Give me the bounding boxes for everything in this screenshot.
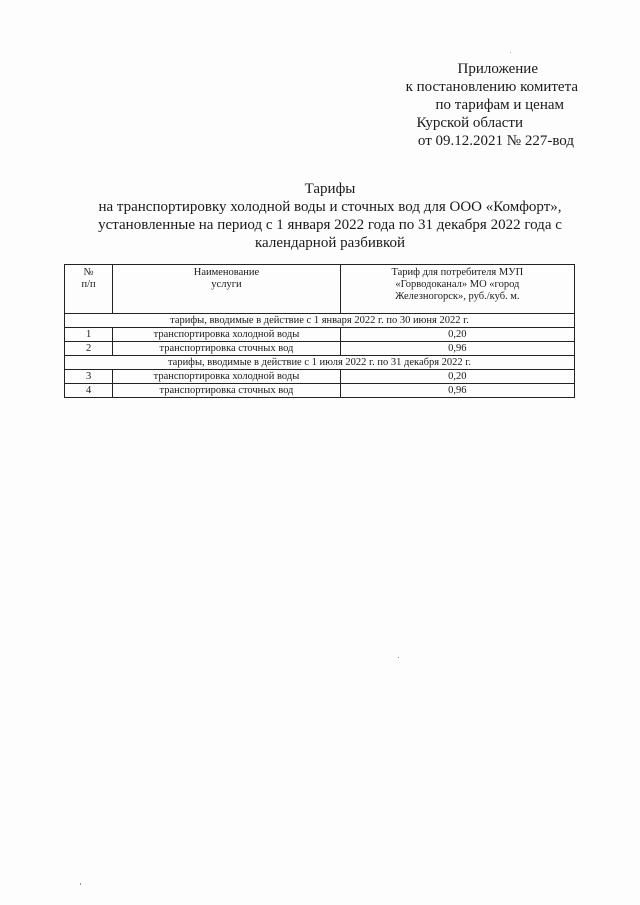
- table-row: [65, 342, 575, 356]
- row-tariff-value: 0,20: [340, 328, 574, 342]
- document-subtitle-line-3: календарной разбивкой: [255, 235, 405, 251]
- header-tariff-line-2: «Горводоканал» МО «город: [395, 279, 520, 290]
- header-service-name: [113, 265, 341, 314]
- tariff-table: [64, 264, 575, 398]
- table-row: [65, 384, 575, 398]
- row-number: 3: [65, 370, 113, 384]
- row-tariff-value: 0,96: [340, 384, 574, 398]
- table-row: [65, 328, 575, 342]
- row-number: 4: [65, 384, 113, 398]
- period-label-1: тарифы, вводимые в действие с 1 января 2022 г. по 30 июня 2022 г.: [65, 314, 575, 328]
- scan-speck: [80, 883, 81, 885]
- row-service: транспортировка сточных вод: [113, 384, 341, 398]
- scan-speck: [510, 52, 511, 53]
- header-service-name-line-2: услуги: [211, 279, 242, 290]
- period-row-1: [65, 314, 575, 328]
- row-service: транспортировка холодной воды: [113, 328, 341, 342]
- document-subtitle-line-1: на транспортировку холодной воды и сточных вод для ООО «Комфорт»,: [98, 199, 562, 215]
- appendix-block: [378, 60, 578, 150]
- appendix-heading: Приложение: [457, 61, 538, 77]
- document-title-block: [60, 180, 600, 252]
- table-row: [65, 370, 575, 384]
- period-label-2: тарифы, вводимые в действие с 1 июля 2022 г. по 31 декабря 2022 г.: [65, 356, 575, 370]
- appendix-line-date-number: от 09.12.2021 № 227-вод: [417, 133, 574, 149]
- appendix-line-region: Курской области: [416, 115, 523, 131]
- header-tariff-line-1: Тариф для потребителя МУП: [391, 267, 524, 278]
- header-tariff: [340, 265, 574, 314]
- table-header-row: [65, 265, 575, 314]
- header-number: [65, 265, 113, 314]
- period-row-2: [65, 356, 575, 370]
- header-number-symbol: №: [83, 267, 94, 278]
- header-service-name-line-1: Наименование: [193, 267, 260, 278]
- header-number-abbr: п/п: [81, 279, 96, 290]
- header-tariff-line-3: Железногорск», руб./куб. м.: [395, 291, 520, 302]
- appendix-line-committee: по тарифам и ценам: [435, 97, 564, 113]
- appendix-line-resolution: к постановлению комитета: [405, 79, 578, 95]
- row-number: 2: [65, 342, 113, 356]
- document-title: Тарифы: [304, 181, 356, 197]
- scan-speck: [398, 657, 399, 658]
- document-subtitle-line-2: установленные на период с 1 января 2022 года по 31 декабря 2022 года с: [98, 217, 562, 233]
- row-service: транспортировка сточных вод: [113, 342, 341, 356]
- row-service: транспортировка холодной воды: [113, 370, 341, 384]
- row-tariff-value: 0,20: [340, 370, 574, 384]
- row-tariff-value: 0,96: [340, 342, 574, 356]
- row-number: 1: [65, 328, 113, 342]
